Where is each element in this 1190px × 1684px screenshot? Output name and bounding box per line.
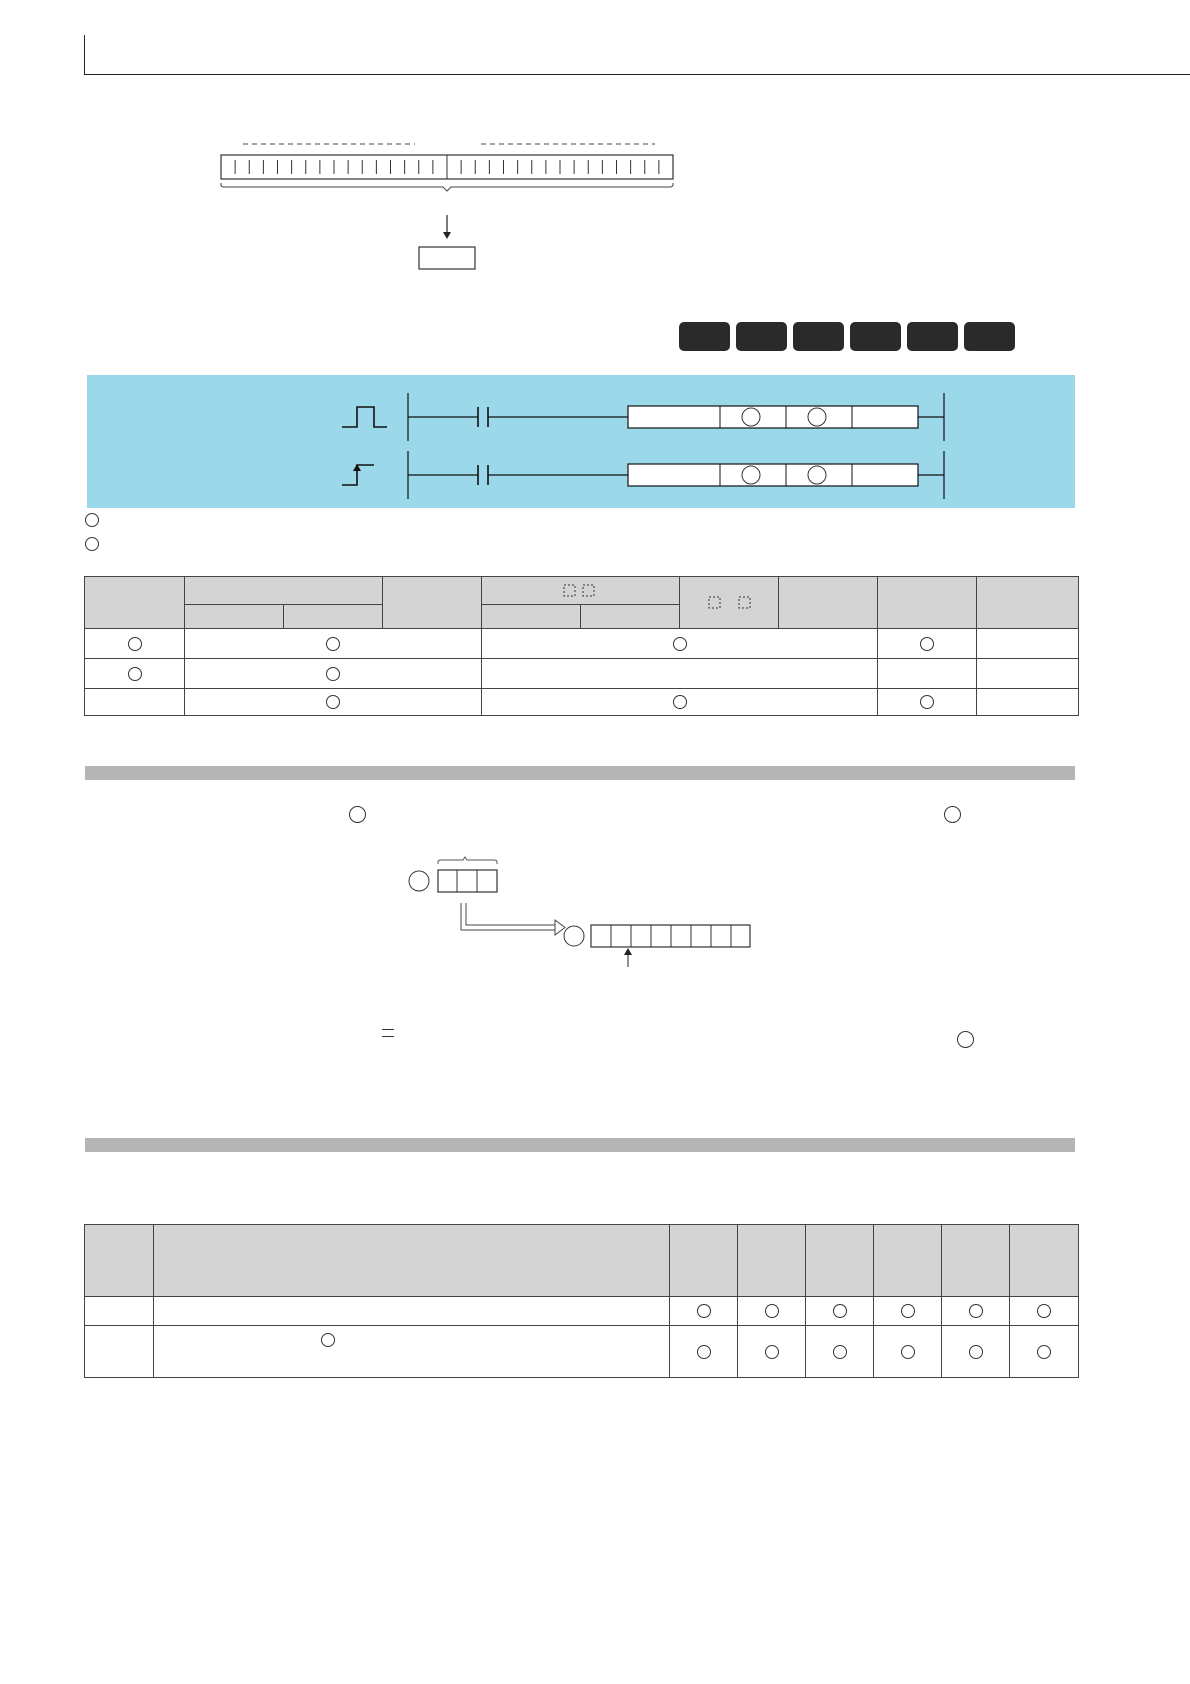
error-code [85, 1326, 154, 1378]
ladder-diagram [87, 375, 1075, 508]
device-table-header-index [779, 577, 878, 629]
table-row [85, 659, 1079, 689]
header-bottom-rule [84, 74, 1190, 75]
error-description-cell [154, 1326, 670, 1378]
error-table-header-cpu-1 [670, 1225, 738, 1297]
applicable-mark [901, 1345, 915, 1359]
applicable-mark [969, 1345, 983, 1359]
error-table-header-cpu-5 [942, 1225, 1010, 1297]
cpu-badge-3 [793, 322, 844, 351]
error-table-header-code [85, 1225, 154, 1297]
device-table-header-internal [185, 577, 383, 605]
table-row [85, 689, 1079, 716]
error-table-header-cpu-2 [738, 1225, 806, 1297]
function-operand-marker-1 [349, 806, 366, 823]
device-table-header-bit [185, 605, 284, 629]
applicable-mark [833, 1304, 847, 1318]
equals-sign [382, 1029, 394, 1037]
table-row [85, 629, 1079, 659]
error-table [84, 1224, 1079, 1378]
row-marker-circle [128, 637, 142, 651]
usable-mark [326, 695, 340, 709]
applicable-mark [901, 1304, 915, 1318]
applicable-mark [697, 1304, 711, 1318]
error-code [85, 1297, 154, 1326]
cpu-badge-2 [736, 322, 787, 351]
table-row [85, 1326, 1079, 1378]
error-section-bar [85, 1138, 1075, 1152]
cpu-badge-1 [679, 322, 730, 351]
device-table-header-link-bit [482, 605, 581, 629]
applicable-mark [969, 1304, 983, 1318]
applicable-mark [1037, 1345, 1051, 1359]
device-table-header-other [977, 577, 1079, 629]
applicable-mark [765, 1304, 779, 1318]
error-table-header-description [154, 1225, 670, 1297]
device-table-header-link-word [581, 605, 680, 629]
cpu-badge-6 [964, 322, 1015, 351]
device-table-header-file-register [383, 577, 482, 629]
usable-mark [326, 637, 340, 651]
applicable-mark [765, 1345, 779, 1359]
applicable-mark [697, 1345, 711, 1359]
usable-mark [673, 695, 687, 709]
function-operand-marker-3 [957, 1031, 974, 1048]
usable-mark [920, 695, 934, 709]
usable-mark [673, 637, 687, 651]
result-word-box [419, 247, 475, 269]
bit-data-diagram [215, 135, 685, 275]
operand-note-2-marker [85, 537, 99, 551]
error-table-header-cpu-4 [874, 1225, 942, 1297]
table-row [85, 1297, 1079, 1326]
error-table-header-cpu-3 [806, 1225, 874, 1297]
row-marker-circle [128, 667, 142, 681]
cpu-badge-5 [907, 322, 958, 351]
applicable-mark [1037, 1304, 1051, 1318]
device-table-header-word [284, 605, 383, 629]
function-operand-marker-2 [944, 806, 961, 823]
error-description [154, 1297, 670, 1326]
header-left-rule [84, 35, 85, 75]
description-operand-marker [321, 1333, 335, 1347]
usable-mark [326, 667, 340, 681]
function-section-bar [85, 766, 1075, 780]
function-diagram [405, 855, 755, 970]
error-table-header-cpu-6 [1010, 1225, 1079, 1297]
usable-mark [920, 637, 934, 651]
device-table-header-intelligent [680, 577, 779, 629]
pulse-icon [342, 407, 387, 427]
device-table-header-constant [878, 577, 977, 629]
operand-note-1-marker [85, 513, 99, 527]
applicable-mark [833, 1345, 847, 1359]
device-table-header-link-direct [482, 577, 680, 605]
device-table [84, 576, 1079, 716]
cpu-badge-4 [850, 322, 901, 351]
device-table-header-setting [85, 577, 185, 629]
